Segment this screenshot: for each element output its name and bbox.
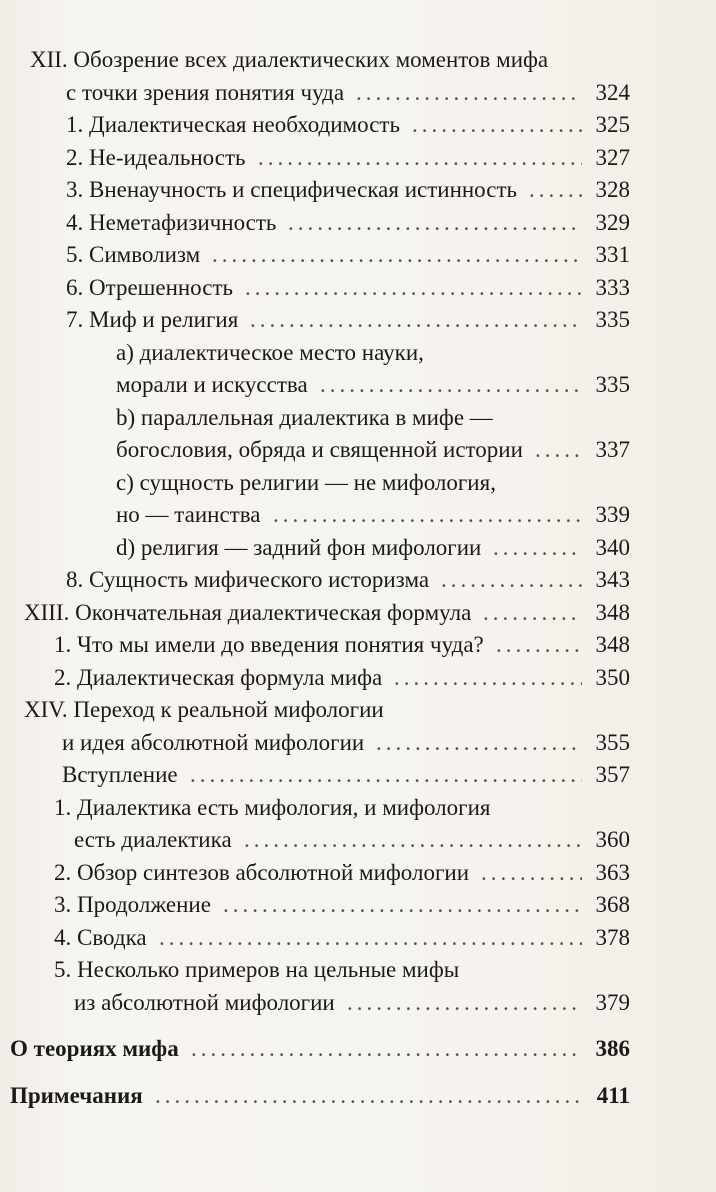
toc-entry	[0, 77, 716, 110]
toc-entry-title: 2. Не-идеальность	[66, 144, 246, 170]
toc-entry-title: 7. Миф и религия	[66, 307, 239, 332]
toc-entry-leader-dots	[535, 438, 582, 462]
toc-entry	[0, 727, 716, 760]
toc-entry	[0, 629, 716, 662]
toc-entry-title: XIII. Окончательная диалектическая формула	[24, 599, 472, 625]
toc-entry-leader-dots	[493, 536, 582, 560]
toc-entry-title: Вступление	[62, 762, 178, 787]
toc-entry	[0, 792, 716, 825]
toc-entry-page-number: 363	[595, 859, 630, 885]
toc-entry-title: 5. Символизм	[66, 242, 201, 267]
toc-entry-title: из абсолютной мифологии	[74, 989, 335, 1015]
toc-entry-leader-dots	[394, 666, 582, 690]
toc-entry-page-number: 360	[595, 827, 630, 852]
toc-entry-page-number: 328	[595, 177, 630, 202]
toc-entry-leader-dots	[223, 893, 582, 917]
toc-entry-title: Примечания	[10, 1082, 143, 1108]
toc-entry	[0, 987, 716, 1020]
toc-entry-leader-dots	[190, 763, 582, 787]
toc-entry-title: 4. Сводка	[54, 924, 147, 950]
toc-entry-page-number: 348	[595, 632, 630, 657]
toc-entry-title: d) религия — задний фон мифологии	[116, 534, 482, 560]
toc-entry-leader-dots	[529, 178, 582, 202]
toc-entry-title: 1. Что мы имели до введения понятия чуда?	[54, 632, 484, 657]
toc-entry-leader-dots	[356, 81, 582, 105]
section-spacer	[0, 1066, 716, 1080]
toc-entry-page-number: 327	[595, 144, 630, 170]
toc-entry	[0, 922, 716, 955]
toc-entry	[0, 402, 716, 435]
toc-entry-title: 1. Диалектическая необходимость	[66, 112, 400, 137]
toc-entry	[0, 434, 716, 467]
toc-entry-title: XII. Обозрение всех диалектических моментов мифа	[30, 47, 549, 72]
toc-entry	[0, 142, 716, 175]
toc-entry-leader-dots	[258, 146, 582, 170]
toc-entry-title: 2. Обзор синтезов абсолютной мифологии	[54, 859, 470, 885]
toc-entry-title: и идея абсолютной мифологии	[62, 729, 365, 755]
toc-entry-leader-dots	[376, 731, 582, 755]
toc-entry	[0, 532, 716, 565]
toc-entry-page-number: 335	[595, 372, 630, 397]
toc-entry-title: b) параллельная диалектика в мифе —	[116, 404, 493, 430]
toc-entry-title: c) сущность религии — не мифология,	[116, 469, 496, 495]
toc-entry-leader-dots	[496, 633, 582, 657]
toc-entry-title: О теориях мифа	[10, 1036, 179, 1061]
toc-entry-title: a) диалектическое место науки,	[116, 339, 424, 365]
toc-entry	[0, 109, 716, 142]
toc-entry-leader-dots	[250, 308, 582, 332]
toc-entry-page-number: 368	[595, 892, 630, 917]
toc-entry-page-number: 355	[595, 729, 630, 755]
toc-entry-page-number: 378	[595, 924, 630, 950]
toc-entry-title: XIV. Переход к реальной мифологии	[24, 697, 384, 722]
toc-entry	[0, 1033, 716, 1066]
toc-entry-page-number: 357	[595, 762, 630, 787]
toc-entry-page-number: 379	[595, 989, 630, 1015]
toc-entry-leader-dots	[483, 601, 582, 625]
toc-entry-leader-dots	[155, 1084, 582, 1108]
toc-entry-page-number: 329	[595, 209, 630, 235]
toc-entry-title: 1. Диалектика есть мифология, и мифология	[54, 794, 491, 820]
toc-entry-title: 8. Сущность мифического историзма	[66, 567, 430, 592]
toc-entry-page-number: 348	[595, 599, 630, 625]
toc-entry	[0, 44, 716, 77]
toc-entry-page-number: 331	[595, 242, 630, 267]
toc-entry	[0, 954, 716, 987]
toc-entry-page-number: 324	[595, 79, 630, 105]
toc-entry-title: 3. Продолжение	[54, 892, 211, 917]
toc-entry-page-number: 340	[595, 534, 630, 560]
toc-entry-leader-dots	[481, 861, 582, 885]
toc-entry-page-number: 411	[596, 1082, 630, 1108]
toc-entry-title: богословия, обряда и священной истории	[116, 437, 523, 462]
toc-entry-page-number: 325	[595, 112, 630, 137]
toc-entry	[0, 857, 716, 890]
toc-entry-leader-dots	[441, 568, 582, 592]
toc-entry	[0, 174, 716, 207]
toc-entry-page-number: 337	[595, 437, 630, 462]
toc-entry-title: 6. Отрешенность	[66, 274, 234, 300]
toc-entry-page-number: 343	[595, 567, 630, 592]
toc-entry-title: с точки зрения понятия чуда	[66, 79, 345, 105]
toc-entry	[0, 597, 716, 630]
toc-entry-page-number: 335	[595, 307, 630, 332]
toc-entry	[0, 824, 716, 857]
toc-entry-leader-dots	[244, 828, 582, 852]
toc-entry	[0, 662, 716, 695]
toc-entry	[0, 759, 716, 792]
toc-entry-leader-dots	[320, 373, 582, 397]
toc-entry-leader-dots	[273, 503, 582, 527]
toc-entry-page-number: 350	[595, 664, 630, 690]
toc-entry-title: 2. Диалектическая формула мифа	[54, 664, 383, 690]
toc-entry-title: есть диалектика	[74, 827, 232, 852]
toc-entry-page-number: 386	[595, 1036, 630, 1061]
table-of-contents	[0, 44, 716, 1112]
toc-entry	[0, 272, 716, 305]
toc-entry-leader-dots	[347, 991, 582, 1015]
toc-entry-title: 3. Вненаучность и специфическая истинность	[66, 177, 518, 202]
toc-entry	[0, 337, 716, 370]
toc-entry-page-number: 339	[595, 502, 630, 527]
toc-entry-title: морали и искусства	[116, 372, 308, 397]
toc-entry	[0, 694, 716, 727]
toc-entry	[0, 564, 716, 597]
section-spacer	[0, 1019, 716, 1033]
toc-entry-title: 5. Несколько примеров на цельные мифы	[54, 957, 460, 982]
toc-entry-leader-dots	[159, 926, 582, 950]
toc-entry-title: но — таинства	[116, 502, 261, 527]
toc-entry-leader-dots	[212, 243, 582, 267]
toc-entry-leader-dots	[191, 1037, 582, 1061]
toc-entry-page-number: 333	[595, 274, 630, 300]
toc-entry	[0, 239, 716, 272]
toc-entry	[0, 207, 716, 240]
toc-entry-leader-dots	[245, 276, 582, 300]
toc-entry-leader-dots	[288, 211, 582, 235]
toc-entry-leader-dots	[412, 113, 582, 137]
toc-entry	[0, 1080, 716, 1113]
toc-entry	[0, 467, 716, 500]
toc-entry	[0, 499, 716, 532]
toc-entry	[0, 889, 716, 922]
toc-entry	[0, 304, 716, 337]
toc-entry-title: 4. Неметафизичность	[66, 209, 277, 235]
toc-entry	[0, 369, 716, 402]
